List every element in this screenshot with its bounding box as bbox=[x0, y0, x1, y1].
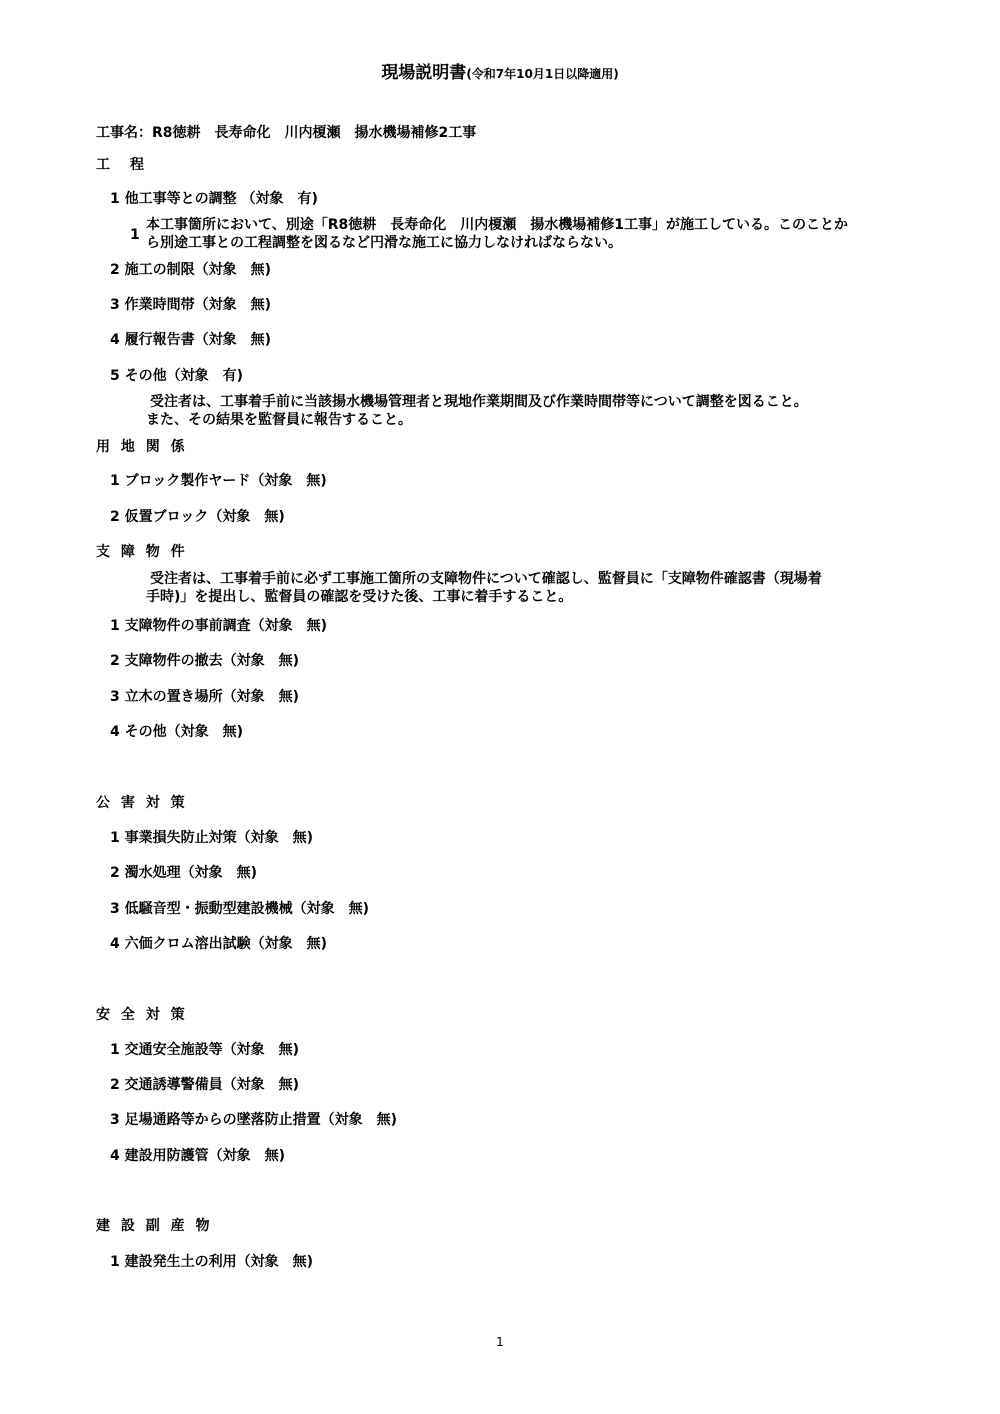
land-item-2: 2 仮置ブロック（対象 無) bbox=[110, 509, 285, 525]
obstacles-item-1: 1 支障物件の事前調査（対象 無) bbox=[110, 618, 328, 634]
document-title bbox=[0, 62, 1000, 85]
schedule-item5-note-line-1: 受注者は、工事着手前に当該揚水機場管理者と現地作業期間及び作業時間帯等について調整を図ること。 bbox=[150, 394, 808, 410]
section-heading-byproducts: 建 設 副 産 物 bbox=[96, 1218, 213, 1234]
page-number: 1 bbox=[496, 1335, 504, 1349]
obstacles-item-2: 2 支障物件の撤去（対象 無) bbox=[110, 653, 300, 669]
pollution-item-1: 1 事業損失防止対策（対象 無) bbox=[110, 830, 314, 846]
safety-item-2: 2 交通誘導警備員（対象 無) bbox=[110, 1077, 300, 1093]
obstacles-item-4: 4 その他（対象 無) bbox=[110, 724, 244, 740]
schedule-item-4: 4 履行報告書（対象 無) bbox=[110, 332, 272, 348]
section-heading-safety: 安 全 対 策 bbox=[96, 1007, 188, 1023]
byproducts-item-1: 1 建設発生土の利用（対象 無) bbox=[110, 1254, 314, 1270]
schedule-note-line-1: 本工事箇所において、別途「R8徳耕 長寿命化 川内榎瀬 揚水機場補修1工事」が施工している。このことか bbox=[146, 217, 848, 233]
obstacles-item-3: 3 立木の置き場所（対象 無) bbox=[110, 689, 300, 705]
safety-item-1: 1 交通安全施設等（対象 無) bbox=[110, 1042, 300, 1058]
schedule-item-5: 5 その他（対象 有) bbox=[110, 368, 244, 384]
section-heading-land: 用 地 関 係 bbox=[96, 439, 188, 455]
schedule-note-line-2: ら別途工事との工程調整を図るなど円滑な施工に協力しなければならない。 bbox=[146, 235, 622, 251]
land-item-1: 1 ブロック製作ヤード（対象 無) bbox=[110, 473, 327, 489]
project-name: 工事名：R8徳耕 長寿命化 川内榎瀬 揚水機場補修2工事 bbox=[96, 125, 477, 141]
safety-item-3: 3 足場通路等からの墜落防止措置（対象 無) bbox=[110, 1112, 398, 1128]
section-heading-obstacles: 支 障 物 件 bbox=[96, 544, 188, 560]
obstacles-note-line-2: 手時)」を提出し、監督員の確認を受けた後、工事に着手すること。 bbox=[146, 589, 573, 605]
section-heading-schedule: 工 程 bbox=[96, 157, 147, 173]
schedule-item5-note-line-2: また、その結果を監督員に報告すること。 bbox=[146, 412, 412, 428]
safety-item-4: 4 建設用防護管（対象 無) bbox=[110, 1148, 286, 1164]
schedule-item-2: 2 施工の制限（対象 無) bbox=[110, 262, 272, 278]
schedule-item-3: 3 作業時間帯（対象 無) bbox=[110, 297, 272, 313]
schedule-item-1: 1 他工事等との調整 （対象 有) bbox=[110, 191, 318, 207]
pollution-item-2: 2 濁水処理（対象 無) bbox=[110, 865, 258, 881]
title-subtitle: (令和7年10月1日以降適用) bbox=[466, 67, 619, 81]
pollution-item-4: 4 六価クロム溶出試験（対象 無) bbox=[110, 936, 328, 952]
title-main: 現場説明書 bbox=[381, 63, 467, 83]
schedule-note-number: 1 bbox=[130, 227, 140, 243]
obstacles-note-line-1: 受注者は、工事着手前に必ず工事施工箇所の支障物件について確認し、監督員に「支障物件確認書（現場着 bbox=[150, 571, 822, 587]
pollution-item-3: 3 低騒音型・振動型建設機械（対象 無) bbox=[110, 901, 370, 917]
section-heading-pollution: 公 害 対 策 bbox=[96, 795, 188, 811]
